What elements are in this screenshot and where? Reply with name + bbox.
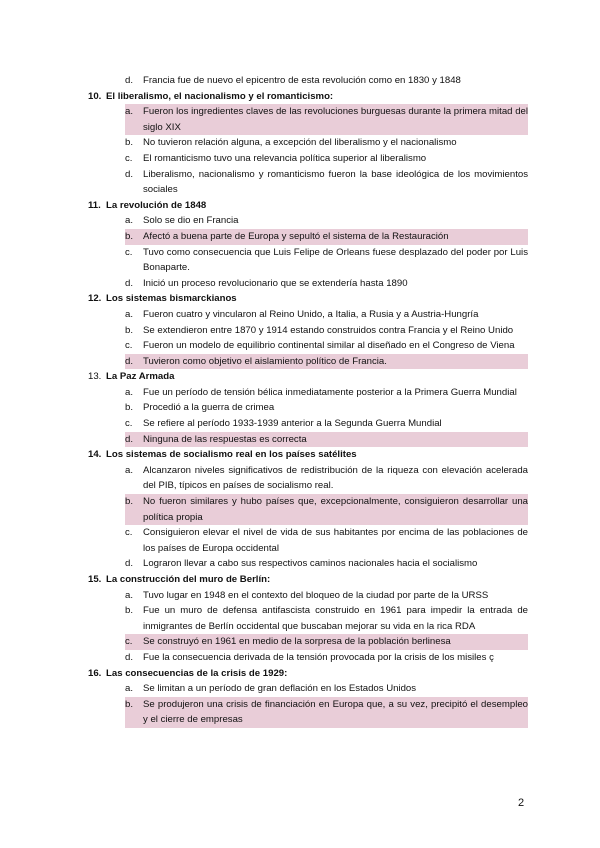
option-letter: a. <box>125 386 134 398</box>
question-title: Los sistemas bismarckianos <box>106 293 237 305</box>
question-number: 14. <box>88 449 102 461</box>
answer-option <box>125 151 528 167</box>
answer-option <box>125 323 528 339</box>
question-title-row <box>88 89 528 105</box>
option-letter: c. <box>125 418 133 430</box>
question-item <box>88 572 528 666</box>
highlighted-answer <box>125 354 528 370</box>
answer-option <box>125 588 528 604</box>
option-letter: a. <box>125 589 134 601</box>
answer-option <box>125 307 528 323</box>
option-text: Fue la consecuencia derivada de la tensión provocada por la crisis de los misiles ç <box>143 651 494 663</box>
option-letter: a. <box>125 308 134 320</box>
highlighted-answer <box>125 697 528 728</box>
option-text: No tuvieron relación alguna, a excepción del liberalismo y el nacionalismo <box>143 137 457 149</box>
option-text: Se extendieron entre 1870 y 1914 estando construidos contra Francia y el Reino Unido <box>143 324 514 336</box>
page-number: 2 <box>518 797 525 809</box>
question-number: 16. <box>88 667 102 679</box>
highlighted-answer <box>125 432 528 448</box>
option-letter: b. <box>125 324 134 336</box>
question-title-row <box>88 572 528 588</box>
question-item <box>88 198 528 292</box>
option-letter: a. <box>125 464 134 476</box>
question-title-row <box>88 666 528 682</box>
highlighted-answer <box>125 634 528 650</box>
option-text: Inició un proceso revolucionario que se extendería hasta 1890 <box>143 277 408 289</box>
option-letter: c. <box>125 340 133 352</box>
option-letter: a. <box>125 215 134 227</box>
question-list <box>88 73 528 728</box>
answer-option <box>125 135 528 151</box>
answer-option <box>125 681 528 697</box>
option-text: Consiguieron elevar el nivel de vida de sus habitantes por encima de las poblaciones de los países de Europa occidental <box>143 527 528 554</box>
option-text: Alcanzaron niveles significativos de redistribución de la riqueza con elevación acelerada del PIB, típicos en países de socialismo real. <box>143 464 528 492</box>
option-text: Fueron cuatro y vincularon al Reino Unido, a Italia, a Rusia y a Austria-Hungría <box>143 308 479 320</box>
option-letter: c. <box>125 527 133 539</box>
option-letter: d. <box>125 75 134 86</box>
option-text: Lograron llevar a cabo sus respectivos caminos nacionales hacia el socialismo <box>143 558 478 570</box>
option-text: Solo se dio en Francia <box>143 215 239 227</box>
option-letter: b. <box>125 605 134 617</box>
question-number: 12. <box>88 293 102 305</box>
question-number: 11. <box>88 199 101 211</box>
answer-option <box>125 245 528 276</box>
answer-option <box>125 385 528 401</box>
answer-option <box>125 213 528 229</box>
answer-option <box>125 338 528 354</box>
option-leading <box>125 73 528 89</box>
option-text: Se limitan a un período de gran deflación en los Estados Unidos <box>143 683 417 695</box>
highlighted-answer <box>125 494 528 525</box>
answer-option <box>125 167 528 198</box>
question-title: La revolución de 1848 <box>106 199 207 211</box>
question-title: El liberalismo, el nacionalismo y el romanticismo: <box>106 90 334 102</box>
option-text: Liberalismo, nacionalismo y romanticismo fueron la base ideológica de los movimientos sociales <box>143 168 528 196</box>
option-text: El romanticismo tuvo una relevancia política superior al liberalismo <box>143 152 427 164</box>
highlighted-answer <box>125 229 528 245</box>
question-title-row <box>88 198 528 214</box>
question-item <box>88 89 528 198</box>
option-letter: d. <box>125 277 134 289</box>
answer-option <box>125 463 528 494</box>
option-letter: b. <box>125 137 134 149</box>
answer-option <box>125 556 528 572</box>
highlighted-answer <box>125 104 528 135</box>
option-text: Se produjeron una crisis de financiación en Europa que, a su vez, precipitó el desempleo y el cierre de empresas <box>143 697 528 728</box>
question-title: La Paz Armada <box>106 371 175 383</box>
option-text: Francia fue de nuevo el epicentro de esta revolución como en 1830 y 1848 <box>143 75 461 86</box>
option-text: Fue un muro de defensa antifascista construido en 1961 para impedir la entrada de inmigrantes de Berlín occidental que buscaban mejorar su vida en la rica RDA <box>143 605 528 632</box>
question-number: 13. <box>88 371 102 383</box>
question-item <box>88 369 528 447</box>
question-item <box>88 291 528 369</box>
option-letter: d. <box>125 558 134 570</box>
option-text: No fueron similares y hubo países que, excepcionalmente, consiguieron desarrollar una política propia <box>143 494 528 525</box>
option-text: Fueron los ingredientes claves de las revoluciones burguesas durante la primera mitad del siglo XIX <box>143 104 528 135</box>
option-letter: c. <box>125 634 143 650</box>
question-title: La construcción del muro de Berlín: <box>106 574 271 585</box>
answer-option <box>125 525 528 556</box>
question-title: Las consecuencias de la crisis de 1929: <box>106 667 288 679</box>
option-letter: b. <box>125 402 134 414</box>
option-text: Fue un período de tensión bélica inmediatamente posterior a la Primera Guerra Mundial <box>143 386 517 398</box>
option-text: Tuvieron como objetivo el aislamiento político de Francia. <box>143 354 528 370</box>
option-text: Tuvo como consecuencia que Luis Felipe de Orleans fuese desplazado del poder por Luis Bonaparte. <box>143 246 528 274</box>
option-text: Ninguna de las respuestas es correcta <box>143 432 528 448</box>
option-letter: a. <box>125 683 134 695</box>
question-title-row <box>88 291 528 307</box>
answer-option <box>125 400 528 416</box>
question-title-row <box>88 369 528 385</box>
question-item <box>88 666 528 728</box>
option-text: Procedió a la guerra de crimea <box>143 402 275 414</box>
option-text: Afectó a buena parte de Europa y sepultó el sistema de la Restauración <box>143 229 528 245</box>
answer-option <box>125 416 528 432</box>
question-title-row <box>88 447 528 463</box>
question-title: Los sistemas de socialismo real en los países satélites <box>106 449 357 461</box>
option-letter: d. <box>125 168 134 180</box>
option-letter: b. <box>125 229 143 245</box>
option-letter: d. <box>125 354 143 370</box>
answer-option <box>125 276 528 292</box>
option-text: Tuvo lugar en 1948 en el contexto del bloqueo de la ciudad por parte de la URSS <box>143 589 489 601</box>
question-number: 15. <box>88 574 102 585</box>
option-text: Se construyó en 1961 en medio de la sorpresa de la población berlinesa <box>143 634 528 650</box>
answer-option <box>125 650 528 666</box>
option-text: Fueron un modelo de equilibrio continental similar al diseñado en el Congreso de Viena <box>143 340 515 352</box>
question-number: 10. <box>88 90 102 102</box>
option-letter: b. <box>125 494 143 525</box>
option-letter: a. <box>125 104 143 135</box>
option-letter: d. <box>125 651 134 663</box>
option-letter: d. <box>125 432 143 448</box>
option-letter: c. <box>125 246 133 258</box>
question-item <box>88 447 528 572</box>
option-text: Se refiere al período 1933-1939 anterior a la Segunda Guerra Mundial <box>143 418 442 430</box>
answer-option <box>125 603 528 634</box>
option-letter: b. <box>125 697 143 728</box>
option-letter: c. <box>125 152 133 164</box>
